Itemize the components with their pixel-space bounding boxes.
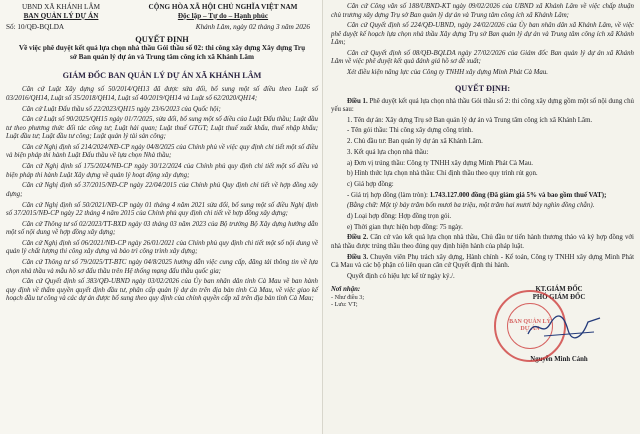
item-selection-result: 3. Kết quả lựa chọn nhà thầu:	[347, 148, 429, 156]
recipient-item: - Lưu: VT;	[331, 301, 358, 309]
document-header	[6, 3, 318, 20]
legal-basis: Căn cứ Quyết định số 383/QĐ-UBND ngày 03/02/2026 của Ủy ban nhân dân tỉnh Cà Mau về ban hành quy định về thẩm quyền quyết định đầu tư, phân cấp quản lý dự án trên địa bàn tỉnh Cà Mau, về việc giao kế hoạch đầu tư công và các dự án được bổ sung theo quy định của chính quyền cấp xã trên địa bàn tỉnh Cà Mau;	[6, 278, 318, 303]
item-winner: a) Đơn vị trúng thầu: Công ty TNHH xây dựng Minh Phát Cà Mau.	[347, 159, 534, 167]
legal-bases-left	[6, 86, 318, 303]
effective-clause: Quyết định có hiệu lực kể từ ngày ký./.	[347, 272, 455, 280]
recipients-heading: Nơi nhận:	[331, 286, 361, 294]
recipients-block	[331, 286, 441, 364]
seal-text: BAN QUẢN LÝ DỰ ÁN	[509, 319, 551, 333]
article-3-label: Điều 3.	[347, 253, 369, 261]
signer-title: PHÓ GIÁM ĐỐC	[532, 294, 586, 302]
item-package-name: - Tên gói thầu: Thi công xây dựng công trình.	[347, 127, 473, 135]
article-2	[331, 234, 634, 251]
number-date-row	[6, 23, 318, 31]
handwritten-signature	[524, 312, 604, 342]
legal-basis: Căn cứ Luật Xây dựng số 50/2014/QH13 đã được sửa đổi, bổ sung một số điều theo Luật số 03/2016/QH14, Luật số 35/2018/QH14, Luật số 40/2019/QH14 và Luật số 62/2020/QH14;	[6, 86, 318, 102]
legal-basis: Xét điều kiện năng lực của Công ty TNHH xây dựng Minh Phát Cà Mau.	[347, 69, 548, 77]
item-contract-type: d) Loại hợp đồng: Hợp đồng trọn gói.	[347, 212, 452, 220]
document-number: Số: 10/QĐ-BQLDA	[6, 23, 65, 32]
sign-on-behalf: KT.GIÁM ĐỐC	[535, 286, 583, 294]
legal-bases-right	[331, 3, 634, 78]
org-parent: UBND XÃ KHÁNH LÂM	[21, 3, 101, 11]
issuing-org	[6, 3, 116, 20]
legal-basis: Căn cứ Nghị định số 06/2021/NĐ-CP ngày 26/01/2021 của Chính phủ quy định chi tiết một số nội dung về quản lý chất lượng thi công xây dựng và bảo trì công trình xây dựng;	[6, 239, 318, 256]
article-3-text: Chuyên viên Phụ trách xây dựng, Hành chính - Kế toán, Công ty TNHH xây dựng Minh Phát Cà Mau và các bộ phận có liên quan căn cứ Quyết định thi hành.	[331, 253, 634, 269]
legal-basis: Căn cứ Nghị định số 214/2024/NĐ-CP ngày 04/8/2025 của Chính phủ về việc quy định chi tiết một số điều và biện pháp thi hành Luật Đấu thầu về lựa chọn Nhà thầu;	[6, 143, 318, 160]
org-name: BAN QUẢN LÝ DỰ ÁN	[23, 11, 99, 20]
item-selection-method: b) Hình thức lựa chọn nhà thầu: Chỉ định thầu theo quy trình rút gọn.	[347, 170, 538, 178]
item-contract-price	[331, 192, 634, 201]
legal-basis: Căn cứ Thông tư số 02/2023/TT-BXD ngày 03 tháng 03 năm 2023 của Bộ trưởng Bộ Xây dựng hướng dẫn một số nội dung về hợp đồng xây dựng;	[6, 220, 318, 237]
document-date: Khánh Lâm, ngày 02 tháng 3 năm 2026	[195, 23, 310, 32]
item-investor: 2. Chủ đầu tư: Ban quản lý dự án xã Khánh Lâm.	[347, 138, 483, 146]
national-motto: Độc lập – Tự do – Hạnh phúc	[177, 11, 269, 20]
article-2-text: Căn cứ vào kết quả lựa chọn nhà thầu, Chủ đầu tư tiến hành thương thảo và ký hợp đồng với nhà thầu được trúng thầu theo đúng quy định hiện hành của pháp luật.	[331, 234, 634, 250]
legal-basis: Căn cứ Luật số 90/2025/QH15 ngày 01/7/2025, sửa đổi, bổ sung một số điều của Luật Đấu thầu; Luật đầu tư theo phương thức đối tác công tư; Luật hải quan; Luật thuế GTGT; Luật thuế xuất khẩu, thuế nhập khẩu; Luật đầu tư; Luật đầu tư công; Luật quản lý tài sản công;	[6, 116, 318, 141]
recipient-item: - Như điều 3;	[331, 293, 365, 301]
nation-name: CỘNG HÒA XÃ HỘI CHỦ NGHĨA VIỆT NAM	[148, 3, 298, 11]
document-type: QUYẾT ĐỊNH	[135, 35, 189, 45]
legal-basis: Căn cứ Nghị định số 175/2024/NĐ-CP ngày 30/12/2024 của Chính phủ quy định chi tiết một số điều và biện pháp thi hành Luật Xây dựng về quản lý hoạt động xây dựng;	[6, 163, 318, 179]
page-right	[322, 0, 640, 434]
legal-basis: Căn cứ Nghị định số 50/2021/NĐ-CP ngày 01 tháng 4 năm 2021 sửa đổi, bổ sung một số điều Nghị định số 37/2015/NĐ-CP ngày 22 tháng 4 năm 2015 của Chính phủ quy định chi tiết về hợp đồng xây dựng;	[6, 201, 318, 217]
decision-heading: QUYẾT ĐỊNH:	[454, 83, 511, 93]
article-2-label: Điều 2.	[347, 234, 369, 242]
article-1-text: Phê duyệt kết quả lựa chọn nhà thầu Gói thầu số 2: thi công xây dựng gồm một số nội dung chủ yếu sau:	[331, 97, 634, 114]
price-in-words: (Bằng chữ: Một tỷ bảy trăm bốn mươi ba triệu, một trăm hai mươi bảy nghìn đồng chẵn).	[347, 202, 595, 210]
item-contract-price-label: c) Giá hợp đồng:	[347, 180, 394, 188]
signer-name: Nguyễn Minh Cảnh	[530, 356, 588, 364]
legal-basis: Căn cứ Quyết định số 224/QĐ-UBND, ngày 24/02/2026 của Ủy ban nhân dân xã Khánh Lâm, về việc phê duyệt kế hoạch lựa chọn nhà thầu Xây dựng Trụ sở Ban quản lý dự án và Trung tâm công ích xã Khánh Lâm;	[331, 22, 634, 47]
article-3	[331, 254, 634, 271]
legal-basis: Căn cứ Luật Đấu thầu số 22/2023/QH15 ngày 23/6/2023 của Quốc hội;	[22, 105, 221, 113]
article-1-label: Điều 1.	[347, 97, 368, 105]
legal-basis: Căn cứ Công văn số 188/UBND-KT ngày 09/02/2026 của UBND xã Khánh Lâm về việc chấp thuận chủ trương xây dựng Trụ sở Ban quản lý dự án và Trung tâm công ích xã Khánh Lâm;	[331, 3, 634, 19]
signature-block	[484, 286, 634, 364]
national-title	[128, 3, 318, 20]
legal-basis: Căn cứ Nghị định số 37/2015/NĐ-CP ngày 22/04/2015 của Chính phủ Quy định chi tiết về hợp đồng xây dựng;	[6, 182, 318, 198]
legal-basis: Căn cứ Quyết định số 08/QĐ-BQLDA ngày 27/02/2026 của Giám đốc Ban quản lý dự án xã Khánh Lâm về việc phê duyệt kết quả đánh giá hồ sơ đề xuất;	[331, 49, 634, 66]
item-contract-duration: e) Thời gian thực hiện hợp đồng: 75 ngày.	[347, 223, 463, 231]
price-value: 1.743.127.000 đồng (Đã giảm giá 5% và bao gồm thuế VAT);	[429, 191, 607, 199]
legal-basis: Căn cứ Thông tư số 79/2025/TT-BTC ngày 04/8/2025 hướng dẫn việc cung cấp, đăng tải thông tin về lựa chọn nhà thầu và mẫu hồ sơ đấu thầu trên Hệ thống mạng đấu thầu quốc gia;	[6, 259, 318, 275]
price-prefix: - Giá trị hợp đồng (làm tròn):	[347, 191, 430, 199]
item-project-name: 1. Tên dự án: Xây dựng Trụ sở Ban quản lý dự án và Trung tâm công ích xã Khánh Lâm.	[347, 116, 593, 124]
document-subject: Về việc phê duyệt kết quả lựa chọn nhà thầu Gói thầu số 02: thi công xây dựng Xây dựng Trụ sở Ban quản lý dự án và Trung tâm công ích xã Khánh Lâm	[18, 44, 306, 61]
document-footer	[331, 286, 634, 364]
issuing-authority: GIÁM ĐỐC BAN QUẢN LÝ DỰ ÁN XÃ KHÁNH LÂM	[62, 71, 262, 81]
article-1	[331, 98, 634, 115]
